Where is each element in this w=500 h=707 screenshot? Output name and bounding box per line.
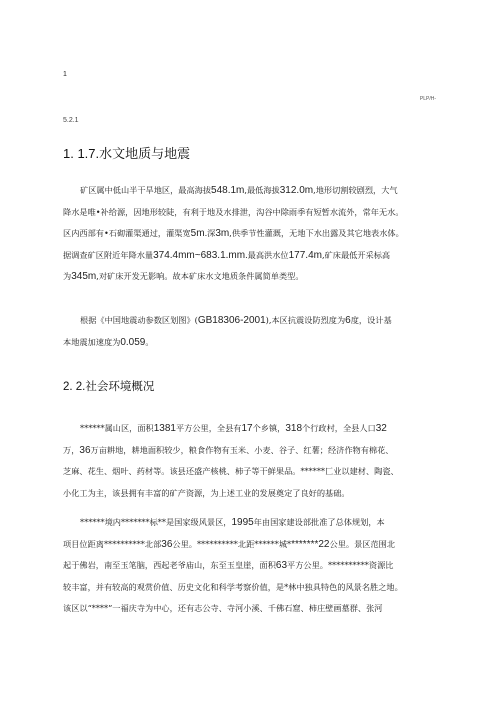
text-run: ,最低海拔 xyxy=(244,185,280,195)
heading-hydrogeology: 1. 1.7.水文地质与地震 xyxy=(63,146,191,161)
text-run: 芝麻、花生、烟叶、药材等。该县还盛产核桃、柿子等干鲜果品。******匚业以建材、陶瓷、 xyxy=(63,466,399,477)
text-run: 6 xyxy=(345,315,351,326)
text-run: 17 xyxy=(241,423,253,434)
text-run: 为 xyxy=(63,271,72,282)
text-run: 345m xyxy=(71,271,97,283)
p3-line xyxy=(63,461,439,483)
text-run: ,供季节性灌溉，无地下水出露及其它地表水体。 xyxy=(229,228,404,239)
text-run: 万， xyxy=(63,444,80,455)
paragraph-seismic xyxy=(63,310,439,353)
p2-line xyxy=(63,332,439,354)
p1-line xyxy=(63,202,439,224)
text-run: .最高洪水位 xyxy=(245,249,289,260)
p1-line xyxy=(63,266,439,288)
text-run: 318 xyxy=(285,423,303,434)
p4-line xyxy=(63,512,439,534)
paragraph-scenic-area xyxy=(63,512,439,620)
text-run: 起于佛岩，南至玉笔脑，西起老爷庙山，东至玉皇崖，面积 xyxy=(63,560,276,571)
p1-line xyxy=(63,245,439,267)
p3-line xyxy=(63,418,439,440)
text-run: 根据《中国地震动参数区划图》( xyxy=(80,315,198,325)
text-run: *******22 xyxy=(291,538,330,550)
text-run: 3m xyxy=(215,228,230,240)
text-run: ******属山区，面积 xyxy=(80,423,154,433)
text-run: 公里。**********北距******城* xyxy=(172,538,292,549)
p3-line xyxy=(63,483,439,505)
p4-line xyxy=(63,598,439,620)
text-run: 1381 xyxy=(153,423,176,434)
text-run: ,对矿床开发无影响。故本矿床水文地质条件属简单类型。 xyxy=(96,271,304,282)
text-run: 个乡镇， xyxy=(252,423,286,433)
text-run: ),本区抗震设防烈度为 xyxy=(265,315,346,325)
p4-line xyxy=(63,577,439,599)
text-run: 区内西部有•石砌灌渠通过，灌渠宽 xyxy=(63,228,191,239)
text-run: 万亩耕地，耕地面积较少，粮食作物有玉米、小麦、谷子、红薯；经济作物有棉花、 xyxy=(90,444,394,455)
text-run: 较丰富，并有较高的观赏价值、历史文化和科学考察价值，是*林中独具特色的风景名胜之地。 xyxy=(63,581,403,592)
text-run: 平方公里，全县有 xyxy=(175,423,242,433)
text-run: 。 xyxy=(145,336,154,347)
text-run: 548.1m xyxy=(211,185,245,196)
text-run: 项目位距离**********北部 xyxy=(63,538,162,549)
text-run: 公里。景区范围北 xyxy=(329,538,396,549)
text-run: 平方公里。**********资源比 xyxy=(287,560,394,571)
text-run: 小化工为主，该县拥有丰富的矿产资源，为上述工业的发展奠定了良好的基础。 xyxy=(63,487,350,498)
text-run: 度，设计基 xyxy=(350,315,392,325)
text-run: 矿区属中低山半干旱地区，最高海拔 xyxy=(80,185,212,195)
text-run: ******境内*******标**是国家级风景区， xyxy=(80,517,232,527)
text-run: 63 xyxy=(275,560,288,572)
text-run: 该区以“****”一福庆寺为中心，还有志公寺、寺河小溪、千佛石窟、柿庄壁画墓群、张河 xyxy=(63,603,383,614)
p3-line xyxy=(63,440,439,462)
text-run: 个行政村，全县人口 xyxy=(302,423,376,433)
p4-line xyxy=(63,555,439,577)
header-right-mark: PLP/H- xyxy=(419,96,436,102)
p1-line xyxy=(63,223,439,245)
text-run: 36 xyxy=(79,444,91,456)
paragraph-hydrogeology xyxy=(63,180,439,288)
text-run: 374.4mm~683.1.mm xyxy=(153,249,246,261)
text-run: 降水是唯•补给源，因地形较陡，有利于地及水排泄，沟谷中除雨季有短暂水流外，常年无水。 xyxy=(63,206,404,217)
p4-line xyxy=(63,534,439,556)
paragraph-county-overview xyxy=(63,418,439,504)
text-run: 312.0m xyxy=(279,185,314,196)
text-run: .深 xyxy=(204,228,216,239)
text-run: 0.059 xyxy=(120,336,146,348)
text-run: 据调查矿区附近年降水量 xyxy=(63,249,154,260)
page-number: 1 xyxy=(63,71,67,78)
heading-social-environment: 2. 2.社会环境概况 xyxy=(63,381,155,393)
text-run: ,地形切割较剧烈，大气 xyxy=(313,185,398,195)
text-run: 36 xyxy=(161,538,173,550)
text-run: 本地震加速度为 xyxy=(63,336,121,347)
text-run: 177.4m xyxy=(288,249,322,261)
section-number: 5.2.1 xyxy=(63,117,79,124)
text-run: 32 xyxy=(375,423,387,434)
p1-line xyxy=(63,180,439,202)
text-run: ,矿床最低开采标高 xyxy=(321,249,391,260)
text-run: 1995 xyxy=(231,517,254,528)
text-run: 5m xyxy=(190,228,205,240)
p2-line xyxy=(63,310,439,332)
text-run: GB18306-2001 xyxy=(197,315,266,326)
text-run: 年由国家建设部批准了总体规划，本 xyxy=(253,517,385,527)
